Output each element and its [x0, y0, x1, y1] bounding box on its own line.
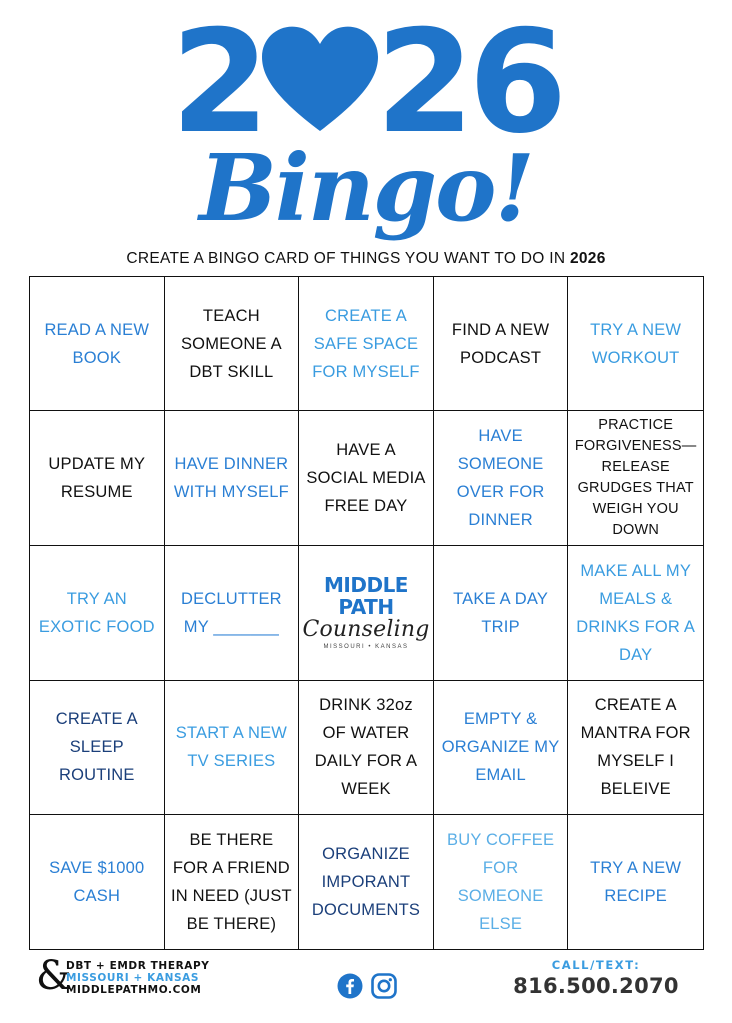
instructions-text: CREATE A BINGO CARD OF THINGS YOU WANT TO DO IN — [126, 250, 570, 267]
bingo-cell — [568, 815, 703, 949]
bingo-cell — [299, 815, 434, 949]
instructions — [0, 250, 732, 268]
bingo-title: Bingo! — [199, 134, 533, 242]
bingo-cell — [165, 815, 300, 949]
bingo-cell-text: DRINK 32oz OF WATER DAILY FOR A WEEK — [314, 696, 418, 799]
bingo-cell — [165, 546, 300, 680]
footer-services: DBT + EMDR THERAPY — [66, 960, 210, 972]
bingo-cell — [30, 681, 165, 815]
bingo-cell — [299, 411, 434, 546]
bingo-cell-text: MAKE ALL MY MEALS & DRINKS FOR A DAY — [576, 561, 696, 664]
bingo-cell-text: CREATE A SAFE SPACE FOR MYSELF — [312, 306, 420, 381]
facebook-icon[interactable] — [337, 973, 363, 999]
bingo-cell-text: HAVE A SOCIAL MEDIA FREE DAY — [306, 441, 426, 516]
footer-locations: MISSOURI + KANSAS — [66, 972, 200, 984]
bingo-cell — [30, 277, 165, 411]
bingo-cell-text: BUY COFFEE FOR SOMEONE ELSE — [447, 830, 555, 933]
call-text-block — [506, 958, 686, 998]
heart-icon — [262, 20, 378, 140]
social-links — [337, 973, 399, 1003]
instagram-icon[interactable] — [371, 973, 397, 999]
bingo-cell — [299, 681, 434, 815]
bingo-cell — [30, 815, 165, 949]
bingo-cell-text: UPDATE MY RESUME — [48, 455, 146, 502]
bingo-cell-text: DECLUTTER MY _______ — [180, 589, 282, 636]
bingo-cell-text: PRACTICE FORGIVENESS—RELEASE GRUDGES THAT WEIGH YOU DOWN — [574, 417, 697, 539]
bingo-cell — [299, 277, 434, 411]
bingo-cell — [568, 277, 703, 411]
bingo-cell — [30, 411, 165, 546]
call-label: CALL/TEXT: — [551, 958, 641, 972]
bingo-cell — [434, 277, 569, 411]
bingo-cell-text: TRY A NEW WORKOUT — [590, 320, 682, 367]
bingo-cell-text: START A NEW TV SERIES — [175, 724, 288, 771]
bingo-cell-text: TEACH SOMEONE A DBT SKILL — [180, 306, 282, 381]
instructions-year: 2026 — [569, 250, 606, 267]
logo-subtext: MISSOURI • KANSAS — [323, 643, 409, 650]
bingo-cell-text: READ A NEW BOOK — [44, 320, 150, 367]
bingo-cell — [165, 681, 300, 815]
bingo-cell-text: SAVE $1000 CASH — [49, 858, 145, 905]
bingo-cell-text: HAVE DINNER WITH MYSELF — [173, 455, 289, 502]
footer-website[interactable]: MIDDLEPATHMO.COM — [66, 984, 202, 996]
year-digits-right: 26 — [375, 0, 562, 165]
bingo-cell — [434, 546, 569, 680]
bingo-cell-text: TRY AN EXOTIC FOOD — [38, 589, 155, 636]
ampersand-logo: & — [36, 953, 72, 999]
bingo-cell — [165, 411, 300, 546]
logo-script: Counseling — [302, 616, 430, 642]
hero-title — [0, 0, 732, 250]
bingo-cell — [434, 411, 569, 546]
bingo-cell-text: EMPTY & ORGANIZE MY EMAIL — [441, 710, 560, 785]
year-digit-left: 2 — [170, 0, 264, 165]
logo-wordmark: MIDDLE PATH — [324, 572, 408, 619]
bingo-cell — [434, 815, 569, 949]
bingo-cell — [165, 277, 300, 411]
year-title — [0, 0, 732, 165]
bingo-cell-text: CREATE A SLEEP ROUTINE — [55, 710, 138, 785]
bingo-cell — [30, 546, 165, 680]
bingo-cell — [434, 681, 569, 815]
bingo-grid — [29, 276, 704, 950]
bingo-cell-text: BE THERE FOR A FRIEND IN NEED (JUST BE THERE) — [170, 830, 292, 933]
bingo-cell-text: FIND A NEW PODCAST — [451, 320, 550, 367]
bingo-cell-text: TAKE A DAY TRIP — [453, 589, 549, 636]
bingo-cell — [568, 546, 703, 680]
free-space-logo — [299, 546, 434, 680]
bingo-cell — [568, 411, 703, 546]
bingo-cell-text: CREATE A MANTRA FOR MYSELF I BELEIVE — [580, 696, 691, 799]
phone-number[interactable]: 816.500.2070 — [513, 974, 679, 998]
bingo-cell-text: HAVE SOMEONE OVER FOR DINNER — [456, 427, 545, 530]
bingo-cell-text: ORGANIZE IMPORANT DOCUMENTS — [311, 844, 421, 919]
bingo-cell — [568, 681, 703, 815]
bingo-cell-text: TRY A NEW RECIPE — [590, 858, 682, 905]
